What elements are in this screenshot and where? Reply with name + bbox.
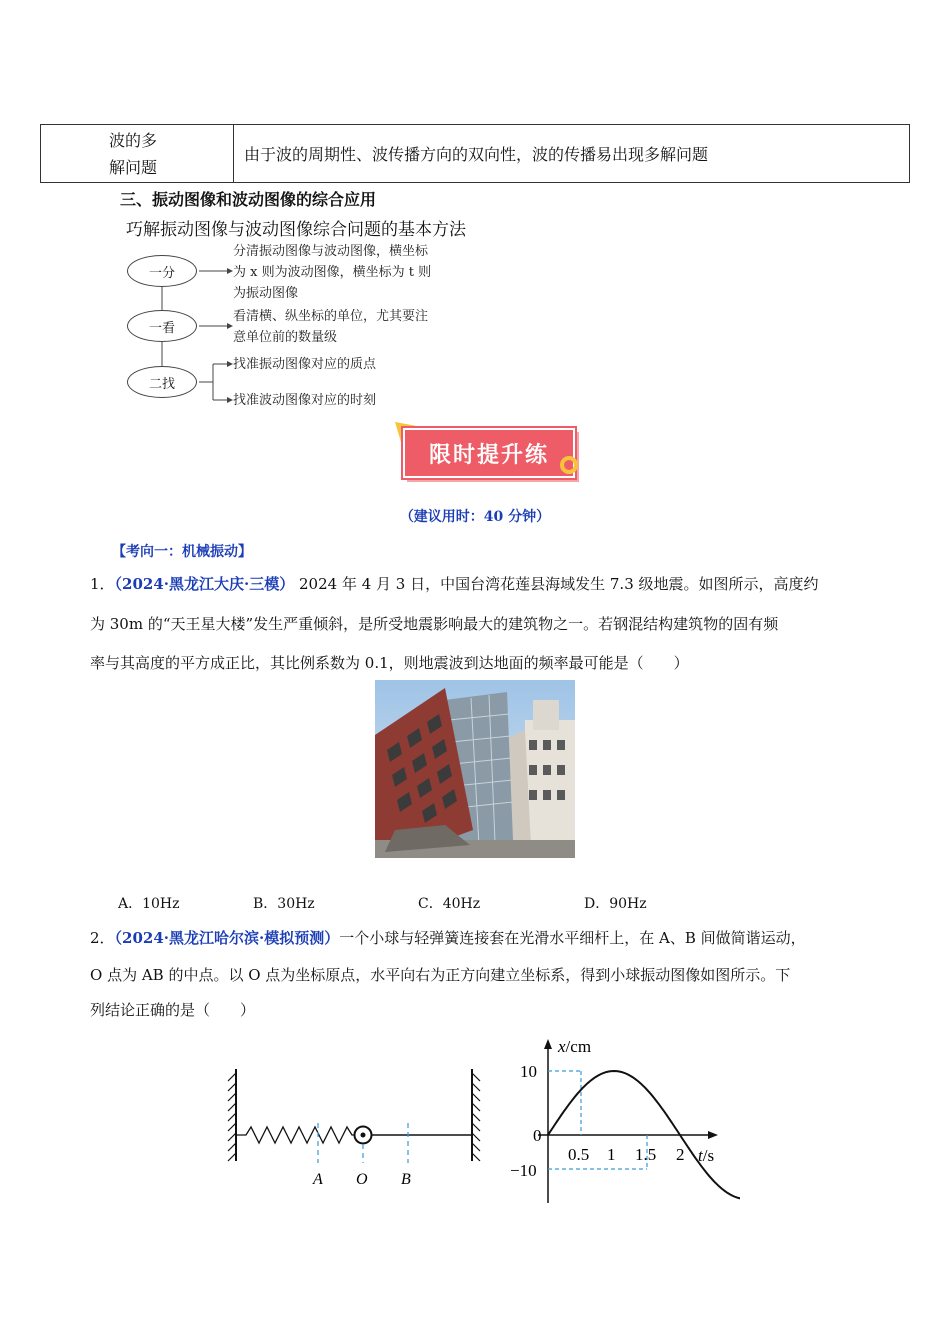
table-right-cell: 由于波的周期性、波传播方向的双向性，波的传播易出现多解问题 [244, 145, 709, 164]
q1-number: 1． [90, 575, 115, 593]
q2-figures [220, 1035, 740, 1205]
graph-x-tick-1.5: 1.5 [635, 1145, 657, 1164]
suggested-time: （建议用时：40 分钟） [399, 509, 551, 525]
q1-text-line3: 率与其高度的平方成正比，其比例系数为 0.1，则地震波到达地面的频率最可能是（ ） [90, 654, 689, 672]
flow-text-1-line1: 分清振动图像与波动图像，横坐标 [233, 244, 429, 259]
q1-source: （2024·黑龙江大庆·三模） [114, 575, 295, 593]
flow-text-1-line3: 为振动图像 [233, 286, 299, 301]
table-left-line2: 解问题 [109, 158, 158, 177]
q1-option-a: A．10Hz [118, 896, 180, 912]
graph-x-tick-2: 2 [676, 1145, 685, 1164]
q1-text-line2: 为 30m 的“天王星大楼”发生严重倾斜，是所受地震影响最大的建筑物之一。若钢混结构建筑物的固有频 [90, 615, 779, 633]
flow-oval-erzhao: 二找 [127, 366, 197, 398]
flow-text-1-line2: 为 x 则为波动图像，横坐标为 t 则 [233, 265, 432, 280]
graph-y-axis-label: x/cm [558, 1037, 592, 1056]
badge-label: 限时提升练 [403, 428, 575, 478]
flow-text-3a: 找准振动图像对应的质点 [233, 357, 377, 372]
label-point-o: O [356, 1171, 368, 1188]
table-left-line1: 波的多 [109, 131, 158, 150]
q2-line1 [90, 918, 870, 958]
tilted-building-photo [375, 680, 575, 858]
q1-line1 [90, 564, 870, 604]
table-left-cell [41, 125, 234, 182]
graph-x-axis-label: t/s [698, 1146, 715, 1165]
flow-text-2-line2: 意单位前的数量级 [233, 330, 338, 345]
section-subheading: 巧解振动图像与波动图像综合问题的基本方法 [126, 220, 466, 240]
q1-text-line1: 2024 年 4 月 3 日，中国台湾花莲县海域发生 7.3 级地震。如图所示，高度约 [294, 575, 819, 593]
graph-x-tick-1: 1 [607, 1145, 616, 1164]
label-point-a: A [313, 1171, 323, 1188]
q2-text-line2: O 点为 AB 的中点。以 O 点为坐标原点，水平向右为正方向建立坐标系，得到小球振动图像如图所示。下 [90, 966, 791, 984]
practice-badge [395, 422, 580, 482]
flow-text-2 [233, 306, 428, 348]
graph-y-tick-10: 10 [520, 1062, 537, 1081]
graph-x-tick-0.5: 0.5 [568, 1145, 590, 1164]
flow-oval-yifen: 一分 [127, 255, 197, 287]
q2-number: 2． [90, 929, 115, 947]
flow-text-2-line1: 看清横、纵坐标的单位，尤其要注 [233, 309, 429, 324]
flow-oval-yikan: 一看 [127, 310, 197, 342]
wave-multi-solution-table [40, 124, 910, 183]
topic-label: 【考向一：机械振动】 [112, 544, 252, 560]
flow-text-3b: 找准波动图像对应的时刻 [233, 393, 377, 408]
q1-option-d: D．90Hz [584, 896, 647, 912]
spring-oscillator-diagram [228, 1069, 480, 1163]
badge-ring-icon [559, 455, 579, 475]
q2-text-line3: 列结论正确的是（ ） [90, 1001, 256, 1019]
vibration-graph [538, 1039, 740, 1203]
method-flow-diagram [127, 240, 467, 410]
graph-y-tick-0: 0 [533, 1126, 542, 1145]
section-heading: 三、振动图像和波动图像的综合应用 [120, 190, 377, 209]
q2-text-line1: 一个小球与轻弹簧连接套在光滑水平细杆上，在 A、B 间做简谐运动， [339, 929, 806, 947]
graph-y-tick-neg10: −10 [510, 1161, 537, 1180]
q1-option-c: C．40Hz [418, 896, 481, 912]
q2-source: （2024·黑龙江哈尔滨·模拟预测） [114, 929, 340, 947]
flow-text-1 [233, 241, 431, 304]
label-point-b: B [401, 1171, 411, 1188]
q1-option-b: B．30Hz [253, 896, 315, 912]
